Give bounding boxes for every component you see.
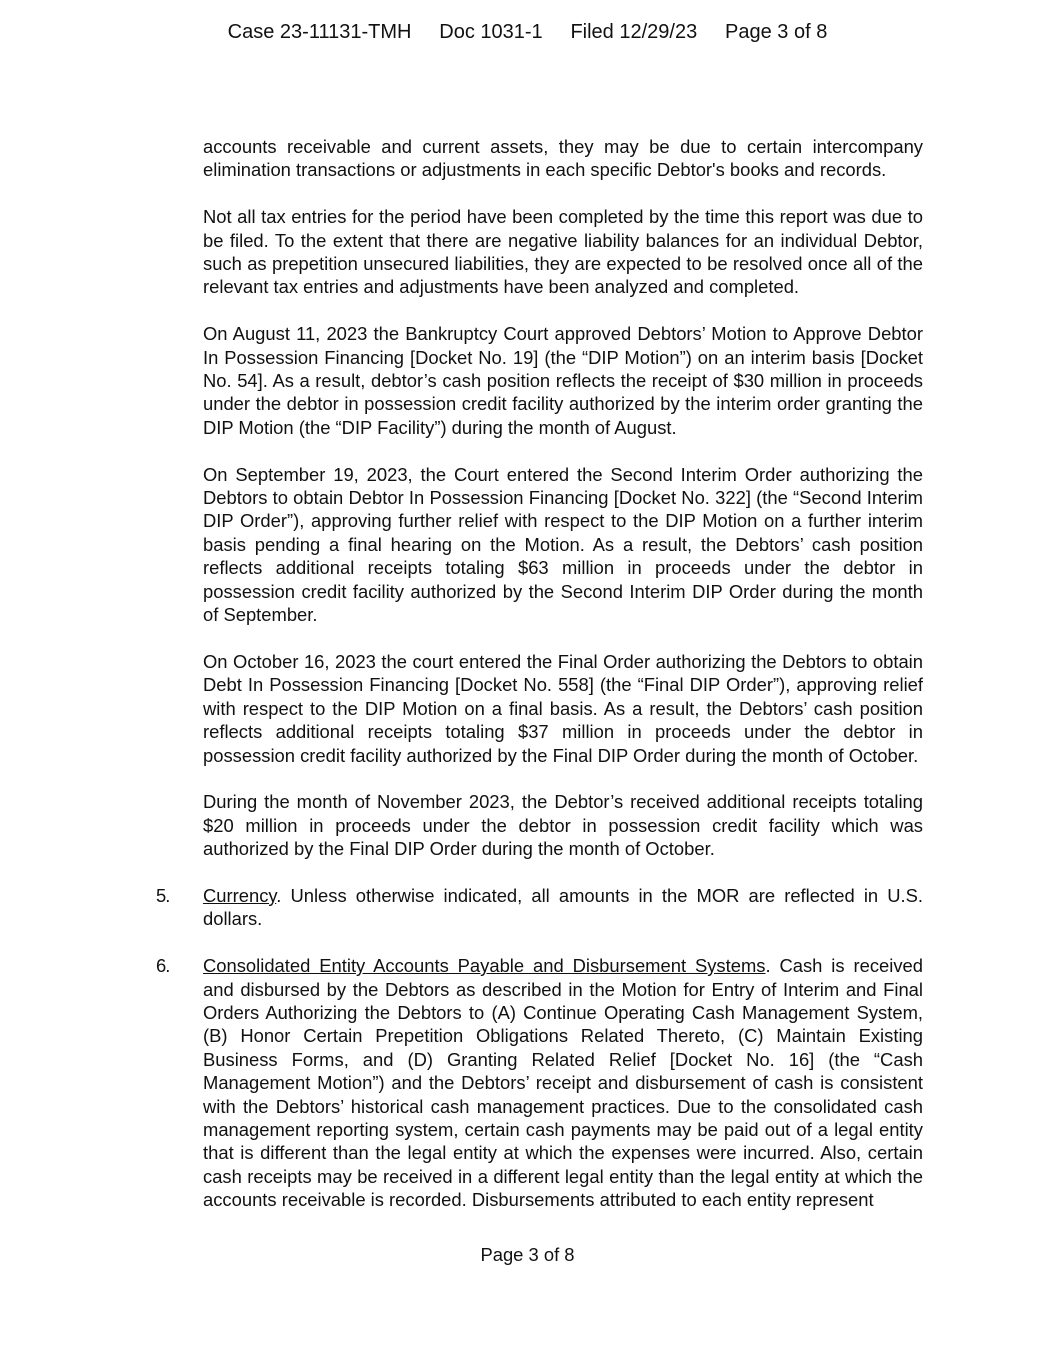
doc-number: Doc 1031-1	[439, 21, 543, 43]
header-page-number: Page 3 of 8	[725, 21, 828, 43]
paragraph-intercompany: accounts receivable and current assets, they may be due to certain intercompany elimination transactions or adjustments in each specific Debtor's books and records.	[203, 136, 923, 181]
item-body	[203, 884, 923, 931]
filing-header	[0, 19, 1055, 45]
item-heading: Consolidated Entity Accounts Payable and Disbursement Systems	[203, 955, 766, 977]
item-text: . Cash is received and disbursed by the Debtors as described in the Motion for Entry of Interim and Final Orders Authorizing the Debtors to (A) Continue Operating Cash Management System, (B) Honor Certain Prepetition Obligations Related Thereto, (C) Maintain Existing Business Forms, and (D) Granting Related Relief [Docket No. 16] (the “Cash Management Motion”) and the Debtors’ receipt and disbursement of cash is consistent with the Debtors’ historical cash management practices. Due to the consolidated cash management reporting system, certain cash payments may be paid out of a legal entity that is different than the legal entity at which the expenses were incurred. Also, certain cash receipts may be received in a different legal entity than the legal entity at which the accounts receivable is recorded. Disbursements attributed to each entity represent	[203, 955, 923, 1211]
list-item-currency	[156, 884, 923, 931]
filed-date: Filed 12/29/23	[570, 21, 698, 43]
paragraph-november-receipts: During the month of November 2023, the Debtor’s received additional receipts totaling $20 million in proceeds under the debtor in possession credit facility which was authorized by the Final DIP Order during the month of October.	[203, 791, 923, 860]
list-item-disbursement-systems	[156, 954, 923, 1211]
page-body	[156, 135, 923, 1212]
item-body	[203, 954, 923, 1211]
paragraph-tax-entries: Not all tax entries for the period have been completed by the time this report was due to be filed. To the extent that there are negative liability balances for an individual Debtor, such as prepetition unsecured liabilities, they are expected to be resolved once all of the relevant tax entries and adjustments have been analyzed and completed.	[203, 206, 923, 298]
case-number: Case 23-11131-TMH	[227, 21, 412, 43]
item-heading: Currency	[203, 884, 277, 906]
footer-page-number: Page 3 of 8	[480, 1244, 575, 1265]
paragraph-august-dip: On August 11, 2023 the Bankruptcy Court approved Debtors’ Motion to Approve Debtor In Possession Financing [Docket No. 19] (the “DIP Motion”) on an interim basis [Docket No. 54]. As a result, debtor’s cash position reflects the receipt of $30 million in proceeds under the debtor in possession credit facility authorized by the interim order granting the DIP Motion (the “DIP Facility”) during the month of August.	[203, 323, 923, 438]
item-number: 6.	[156, 955, 170, 977]
paragraph-september-dip: On September 19, 2023, the Court entered the Second Interim Order authorizing the Debtors to obtain Debtor In Possession Financing [Docket No. 322] (the “Second Interim DIP Order”), approving further relief with respect to the DIP Motion on a further interim basis pending a final hearing on the Motion. As a result, the Debtors’ cash position reflects additional receipts totaling $63 million in proceeds under the debtor in possession credit facility authorized by the Second Interim DIP Order during the month of September.	[203, 463, 923, 626]
paragraph-october-dip: On October 16, 2023 the court entered the Final Order authorizing the Debtors to obtain Debt In Possession Financing [Docket No. 558] (the “Final DIP Order”), approving relief with respect to the DIP Motion on a final basis. As a result, the Debtors’ cash position reflects additional receipts totaling $37 million in proceeds under the debtor in possession credit facility authorized by the Final DIP Order during the month of October.	[203, 650, 923, 766]
item-text: . Unless otherwise indicated, all amounts in the MOR are reflected in U.S. dollars.	[203, 884, 923, 930]
item-number: 5.	[156, 884, 170, 906]
